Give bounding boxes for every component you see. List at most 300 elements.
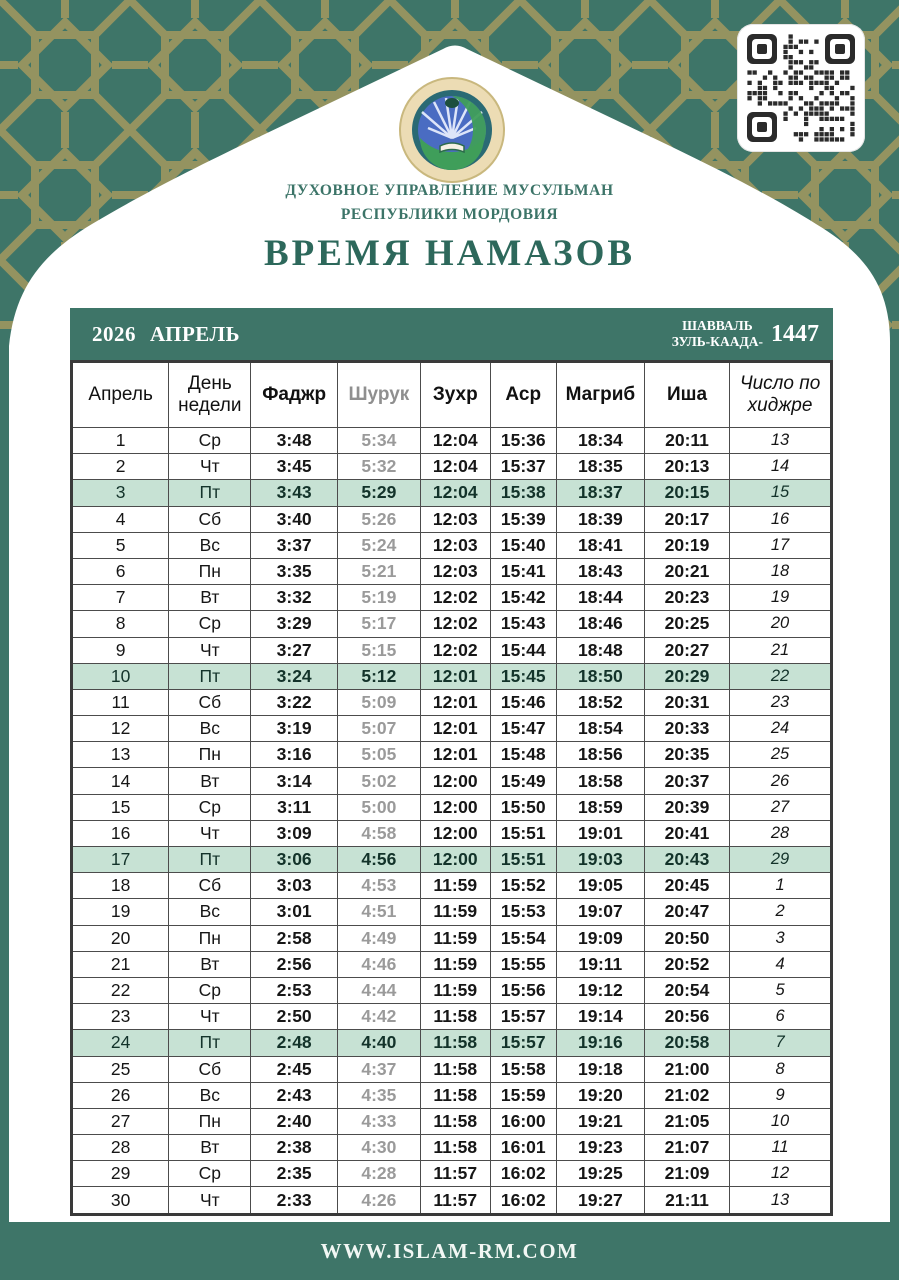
fajr-cell: 2:53: [251, 977, 338, 1003]
table-row: [72, 951, 832, 977]
shuruk-cell: 4:46: [337, 951, 420, 977]
weekday-cell: Вс: [169, 716, 251, 742]
zuhr-cell: 11:59: [420, 873, 490, 899]
hijri-months-label: [672, 318, 763, 350]
date-cell: 9: [72, 637, 169, 663]
date-cell: 24: [72, 1030, 169, 1056]
hijri-cell: 16: [730, 506, 832, 532]
fajr-cell: 2:40: [251, 1108, 338, 1134]
shuruk-cell: 5:00: [337, 794, 420, 820]
qr-code: [737, 24, 865, 152]
zuhr-cell: 11:58: [420, 1004, 490, 1030]
year-label: 2026: [92, 321, 136, 346]
hijri-cell: 2: [730, 899, 832, 925]
asr-cell: 16:00: [490, 1108, 556, 1134]
isha-cell: 20:29: [644, 663, 729, 689]
isha-cell: 21:02: [644, 1082, 729, 1108]
asr-cell: 15:45: [490, 663, 556, 689]
hijri-cell: 26: [730, 768, 832, 794]
maghrib-cell: 19:21: [556, 1108, 644, 1134]
col-header-shuruk: Шурук: [337, 362, 420, 428]
zuhr-cell: 12:04: [420, 428, 490, 454]
shuruk-cell: 4:35: [337, 1082, 420, 1108]
zuhr-cell: 11:59: [420, 977, 490, 1003]
hijri-cell: 20: [730, 611, 832, 637]
fajr-cell: 3:45: [251, 454, 338, 480]
isha-cell: 20:23: [644, 585, 729, 611]
table-row: [72, 716, 832, 742]
weekday-cell: Пт: [169, 663, 251, 689]
table-row: [72, 1161, 832, 1187]
shuruk-cell: 5:29: [337, 480, 420, 506]
weekday-cell: Сб: [169, 689, 251, 715]
hijri-cell: 3: [730, 925, 832, 951]
prayer-times-table: [70, 360, 833, 1216]
col-header-zuhr: Зухр: [420, 362, 490, 428]
weekday-cell: Пн: [169, 742, 251, 768]
col-header-hijri: Число по хиджре: [730, 362, 832, 428]
date-cell: 26: [72, 1082, 169, 1108]
hijri-cell: 24: [730, 716, 832, 742]
asr-cell: 15:56: [490, 977, 556, 1003]
fajr-cell: 3:16: [251, 742, 338, 768]
weekday-cell: Вс: [169, 532, 251, 558]
zuhr-cell: 12:00: [420, 847, 490, 873]
maghrib-cell: 19:03: [556, 847, 644, 873]
maghrib-cell: 19:20: [556, 1082, 644, 1108]
weekday-cell: Пн: [169, 1108, 251, 1134]
fajr-cell: 3:48: [251, 428, 338, 454]
fajr-cell: 3:32: [251, 585, 338, 611]
zuhr-cell: 11:57: [420, 1187, 490, 1214]
asr-cell: 15:38: [490, 480, 556, 506]
date-cell: 1: [72, 428, 169, 454]
asr-cell: 15:51: [490, 820, 556, 846]
shuruk-cell: 4:40: [337, 1030, 420, 1056]
table-row: [72, 1082, 832, 1108]
date-cell: 30: [72, 1187, 169, 1214]
table-row: [72, 742, 832, 768]
shuruk-cell: 4:26: [337, 1187, 420, 1214]
maghrib-cell: 18:56: [556, 742, 644, 768]
shuruk-cell: 5:26: [337, 506, 420, 532]
hijri-cell: 19: [730, 585, 832, 611]
asr-cell: 15:48: [490, 742, 556, 768]
table-row: [72, 1004, 832, 1030]
date-cell: 12: [72, 716, 169, 742]
zuhr-cell: 12:03: [420, 532, 490, 558]
fajr-cell: 3:24: [251, 663, 338, 689]
shuruk-cell: 4:53: [337, 873, 420, 899]
zuhr-cell: 11:59: [420, 951, 490, 977]
fajr-cell: 2:58: [251, 925, 338, 951]
weekday-cell: Ср: [169, 794, 251, 820]
isha-cell: 21:09: [644, 1161, 729, 1187]
hijri-year-label: 1447: [771, 320, 819, 347]
isha-cell: 20:15: [644, 480, 729, 506]
hijri-cell: 23: [730, 689, 832, 715]
isha-cell: 20:43: [644, 847, 729, 873]
footer-bar: [0, 1222, 899, 1280]
shuruk-cell: 5:34: [337, 428, 420, 454]
zuhr-cell: 12:04: [420, 454, 490, 480]
asr-cell: 15:50: [490, 794, 556, 820]
hijri-cell: 22: [730, 663, 832, 689]
fajr-cell: 3:06: [251, 847, 338, 873]
hijri-cell: 12: [730, 1161, 832, 1187]
fajr-cell: 3:22: [251, 689, 338, 715]
date-cell: 6: [72, 558, 169, 584]
maghrib-cell: 19:09: [556, 925, 644, 951]
month-header-bar: [70, 308, 833, 360]
maghrib-cell: 18:41: [556, 532, 644, 558]
shuruk-cell: 4:42: [337, 1004, 420, 1030]
hijri-cell: 29: [730, 847, 832, 873]
shuruk-cell: 4:44: [337, 977, 420, 1003]
isha-cell: 20:37: [644, 768, 729, 794]
col-header-fajr: Фаджр: [251, 362, 338, 428]
qr-finder-top-right: [825, 34, 855, 64]
isha-cell: 20:25: [644, 611, 729, 637]
weekday-cell: Чт: [169, 1004, 251, 1030]
col-header-asr: Аср: [490, 362, 556, 428]
date-cell: 22: [72, 977, 169, 1003]
weekday-cell: Ср: [169, 977, 251, 1003]
hijri-cell: 4: [730, 951, 832, 977]
date-cell: 3: [72, 480, 169, 506]
table-row: [72, 611, 832, 637]
maghrib-cell: 19:27: [556, 1187, 644, 1214]
date-cell: 2: [72, 454, 169, 480]
asr-cell: 15:59: [490, 1082, 556, 1108]
asr-cell: 15:58: [490, 1056, 556, 1082]
shuruk-cell: 5:19: [337, 585, 420, 611]
prayer-timetable: [70, 308, 833, 1216]
fajr-cell: 3:19: [251, 716, 338, 742]
isha-cell: 20:56: [644, 1004, 729, 1030]
weekday-cell: Чт: [169, 454, 251, 480]
maghrib-cell: 18:50: [556, 663, 644, 689]
maghrib-cell: 19:18: [556, 1056, 644, 1082]
zuhr-cell: 12:01: [420, 689, 490, 715]
date-cell: 10: [72, 663, 169, 689]
table-row: [72, 873, 832, 899]
isha-cell: 20:21: [644, 558, 729, 584]
table-row: [72, 506, 832, 532]
hijri-month-2: ЗУЛЬ-КААДА-: [671, 334, 763, 349]
date-cell: 8: [72, 611, 169, 637]
isha-cell: 21:07: [644, 1135, 729, 1161]
isha-cell: 20:45: [644, 873, 729, 899]
maghrib-cell: 18:43: [556, 558, 644, 584]
date-cell: 15: [72, 794, 169, 820]
asr-cell: 15:41: [490, 558, 556, 584]
hijri-cell: 18: [730, 558, 832, 584]
isha-cell: 20:33: [644, 716, 729, 742]
shuruk-cell: 5:02: [337, 768, 420, 794]
date-cell: 17: [72, 847, 169, 873]
isha-cell: 21:11: [644, 1187, 729, 1214]
weekday-cell: Сб: [169, 873, 251, 899]
asr-cell: 15:49: [490, 768, 556, 794]
weekday-cell: Вс: [169, 1082, 251, 1108]
date-cell: 18: [72, 873, 169, 899]
fajr-cell: 2:50: [251, 1004, 338, 1030]
table-row: [72, 899, 832, 925]
maghrib-cell: 18:46: [556, 611, 644, 637]
asr-cell: 15:52: [490, 873, 556, 899]
hijri-cell: 13: [730, 428, 832, 454]
maghrib-cell: 18:48: [556, 637, 644, 663]
col-header-maghrib: Магриб: [556, 362, 644, 428]
hijri-cell: 25: [730, 742, 832, 768]
zuhr-cell: 11:58: [420, 1030, 490, 1056]
date-cell: 21: [72, 951, 169, 977]
hijri-date: [672, 318, 819, 350]
fajr-cell: 2:38: [251, 1135, 338, 1161]
shuruk-cell: 5:05: [337, 742, 420, 768]
isha-cell: 21:00: [644, 1056, 729, 1082]
zuhr-cell: 12:00: [420, 794, 490, 820]
asr-cell: 15:42: [490, 585, 556, 611]
shuruk-cell: 5:12: [337, 663, 420, 689]
weekday-cell: Чт: [169, 1187, 251, 1214]
asr-cell: 15:47: [490, 716, 556, 742]
fajr-cell: 3:01: [251, 899, 338, 925]
date-cell: 11: [72, 689, 169, 715]
shuruk-cell: 5:21: [337, 558, 420, 584]
table-row: [72, 1030, 832, 1056]
weekday-cell: Ср: [169, 428, 251, 454]
shuruk-cell: 4:30: [337, 1135, 420, 1161]
maghrib-cell: 18:34: [556, 428, 644, 454]
website-url: WWW.ISLAM-RM.COM: [320, 1238, 579, 1263]
asr-cell: 15:40: [490, 532, 556, 558]
zuhr-cell: 12:01: [420, 663, 490, 689]
asr-cell: 16:02: [490, 1187, 556, 1214]
isha-cell: 20:19: [644, 532, 729, 558]
weekday-cell: Вт: [169, 951, 251, 977]
fajr-cell: 3:40: [251, 506, 338, 532]
hijri-cell: 7: [730, 1030, 832, 1056]
fajr-cell: 2:48: [251, 1030, 338, 1056]
zuhr-cell: 12:03: [420, 558, 490, 584]
hijri-cell: 9: [730, 1082, 832, 1108]
table-row: [72, 1187, 832, 1214]
date-cell: 16: [72, 820, 169, 846]
zuhr-cell: 11:57: [420, 1161, 490, 1187]
asr-cell: 15:44: [490, 637, 556, 663]
table-row: [72, 925, 832, 951]
hijri-cell: 5: [730, 977, 832, 1003]
maghrib-cell: 19:07: [556, 899, 644, 925]
hijri-cell: 8: [730, 1056, 832, 1082]
table-row: [72, 637, 832, 663]
weekday-cell: Ср: [169, 611, 251, 637]
muslim-board-emblem-logo: [398, 76, 506, 184]
fajr-cell: 3:27: [251, 637, 338, 663]
date-cell: 27: [72, 1108, 169, 1134]
table-row: [72, 558, 832, 584]
table-row: [72, 1056, 832, 1082]
maghrib-cell: 19:14: [556, 1004, 644, 1030]
table-row: [72, 480, 832, 506]
table-row: [72, 794, 832, 820]
isha-cell: 20:31: [644, 689, 729, 715]
zuhr-cell: 12:04: [420, 480, 490, 506]
shuruk-cell: 5:07: [337, 716, 420, 742]
date-cell: 28: [72, 1135, 169, 1161]
date-cell: 29: [72, 1161, 169, 1187]
maghrib-cell: 19:25: [556, 1161, 644, 1187]
shuruk-cell: 4:49: [337, 925, 420, 951]
isha-cell: 20:54: [644, 977, 729, 1003]
date-cell: 20: [72, 925, 169, 951]
isha-cell: 20:41: [644, 820, 729, 846]
asr-cell: 15:46: [490, 689, 556, 715]
col-header-isha: Иша: [644, 362, 729, 428]
weekday-cell: Сб: [169, 1056, 251, 1082]
shuruk-cell: 5:17: [337, 611, 420, 637]
date-cell: 5: [72, 532, 169, 558]
weekday-cell: Пн: [169, 925, 251, 951]
fajr-cell: 3:03: [251, 873, 338, 899]
hijri-cell: 15: [730, 480, 832, 506]
shuruk-cell: 5:32: [337, 454, 420, 480]
asr-cell: 15:37: [490, 454, 556, 480]
zuhr-cell: 12:02: [420, 611, 490, 637]
shuruk-cell: 4:33: [337, 1108, 420, 1134]
fajr-cell: 2:45: [251, 1056, 338, 1082]
shuruk-cell: 5:24: [337, 532, 420, 558]
zuhr-cell: 12:01: [420, 716, 490, 742]
qr-finder-bottom-left: [747, 112, 777, 142]
col-header-weekday: День недели: [169, 362, 251, 428]
table-row: [72, 428, 832, 454]
zuhr-cell: 11:58: [420, 1135, 490, 1161]
org-name-line2: РЕСПУБЛИКИ МОРДОВИЯ: [340, 206, 559, 223]
gregorian-date: [92, 322, 240, 347]
fajr-cell: 3:14: [251, 768, 338, 794]
table-row: [72, 532, 832, 558]
maghrib-cell: 19:05: [556, 873, 644, 899]
qr-finder-top-left: [747, 34, 777, 64]
weekday-cell: Вт: [169, 1135, 251, 1161]
asr-cell: 15:36: [490, 428, 556, 454]
zuhr-cell: 11:59: [420, 899, 490, 925]
weekday-cell: Пт: [169, 1030, 251, 1056]
hijri-cell: 13: [730, 1187, 832, 1214]
asr-cell: 15:39: [490, 506, 556, 532]
maghrib-cell: 19:23: [556, 1135, 644, 1161]
isha-cell: 20:52: [644, 951, 729, 977]
table-row: [72, 1135, 832, 1161]
isha-cell: 20:39: [644, 794, 729, 820]
fajr-cell: 2:56: [251, 951, 338, 977]
hijri-cell: 17: [730, 532, 832, 558]
zuhr-cell: 12:02: [420, 585, 490, 611]
table-row: [72, 820, 832, 846]
asr-cell: 15:57: [490, 1004, 556, 1030]
table-row: [72, 585, 832, 611]
maghrib-cell: 18:44: [556, 585, 644, 611]
hijri-cell: 27: [730, 794, 832, 820]
zuhr-cell: 11:58: [420, 1082, 490, 1108]
maghrib-cell: 18:52: [556, 689, 644, 715]
zuhr-cell: 11:58: [420, 1108, 490, 1134]
hijri-month-1: ШАВВАЛЬ: [682, 318, 753, 333]
calligraphy-seal: [445, 98, 459, 108]
isha-cell: 20:47: [644, 899, 729, 925]
shuruk-cell: 5:15: [337, 637, 420, 663]
fajr-cell: 2:43: [251, 1082, 338, 1108]
isha-cell: 20:58: [644, 1030, 729, 1056]
zuhr-cell: 12:02: [420, 637, 490, 663]
fajr-cell: 3:11: [251, 794, 338, 820]
shuruk-cell: 4:37: [337, 1056, 420, 1082]
hijri-cell: 11: [730, 1135, 832, 1161]
isha-cell: 20:17: [644, 506, 729, 532]
fajr-cell: 3:09: [251, 820, 338, 846]
table-row: [72, 454, 832, 480]
isha-cell: 20:27: [644, 637, 729, 663]
weekday-cell: Чт: [169, 637, 251, 663]
maghrib-cell: 19:12: [556, 977, 644, 1003]
asr-cell: 15:53: [490, 899, 556, 925]
weekday-cell: Чт: [169, 820, 251, 846]
hijri-cell: 6: [730, 1004, 832, 1030]
weekday-cell: Пт: [169, 480, 251, 506]
asr-cell: 15:43: [490, 611, 556, 637]
weekday-cell: Сб: [169, 506, 251, 532]
fajr-cell: 3:29: [251, 611, 338, 637]
month-label: АПРЕЛЬ: [150, 321, 241, 346]
col-header-date: Апрель: [72, 362, 169, 428]
maghrib-cell: 19:16: [556, 1030, 644, 1056]
shuruk-cell: 4:58: [337, 820, 420, 846]
fajr-cell: 2:33: [251, 1187, 338, 1214]
zuhr-cell: 11:58: [420, 1056, 490, 1082]
weekday-cell: Вт: [169, 768, 251, 794]
maghrib-cell: 18:58: [556, 768, 644, 794]
weekday-cell: Вс: [169, 899, 251, 925]
zuhr-cell: 12:00: [420, 820, 490, 846]
table-row: [72, 689, 832, 715]
shuruk-cell: 4:28: [337, 1161, 420, 1187]
maghrib-cell: 18:37: [556, 480, 644, 506]
hijri-cell: 21: [730, 637, 832, 663]
asr-cell: 15:55: [490, 951, 556, 977]
date-cell: 23: [72, 1004, 169, 1030]
date-cell: 25: [72, 1056, 169, 1082]
maghrib-cell: 18:59: [556, 794, 644, 820]
fajr-cell: 3:37: [251, 532, 338, 558]
page-title: ВРЕМЯ НАМАЗОВ: [263, 233, 636, 274]
isha-cell: 20:35: [644, 742, 729, 768]
table-row: [72, 977, 832, 1003]
zuhr-cell: 12:03: [420, 506, 490, 532]
hijri-cell: 10: [730, 1108, 832, 1134]
date-cell: 13: [72, 742, 169, 768]
maghrib-cell: 18:35: [556, 454, 644, 480]
asr-cell: 15:57: [490, 1030, 556, 1056]
isha-cell: 20:50: [644, 925, 729, 951]
date-cell: 19: [72, 899, 169, 925]
org-name-line1: ДУХОВНОЕ УПРАВЛЕНИЕ МУСУЛЬМАН: [285, 182, 614, 199]
asr-cell: 15:51: [490, 847, 556, 873]
zuhr-cell: 12:00: [420, 768, 490, 794]
fajr-cell: 3:35: [251, 558, 338, 584]
